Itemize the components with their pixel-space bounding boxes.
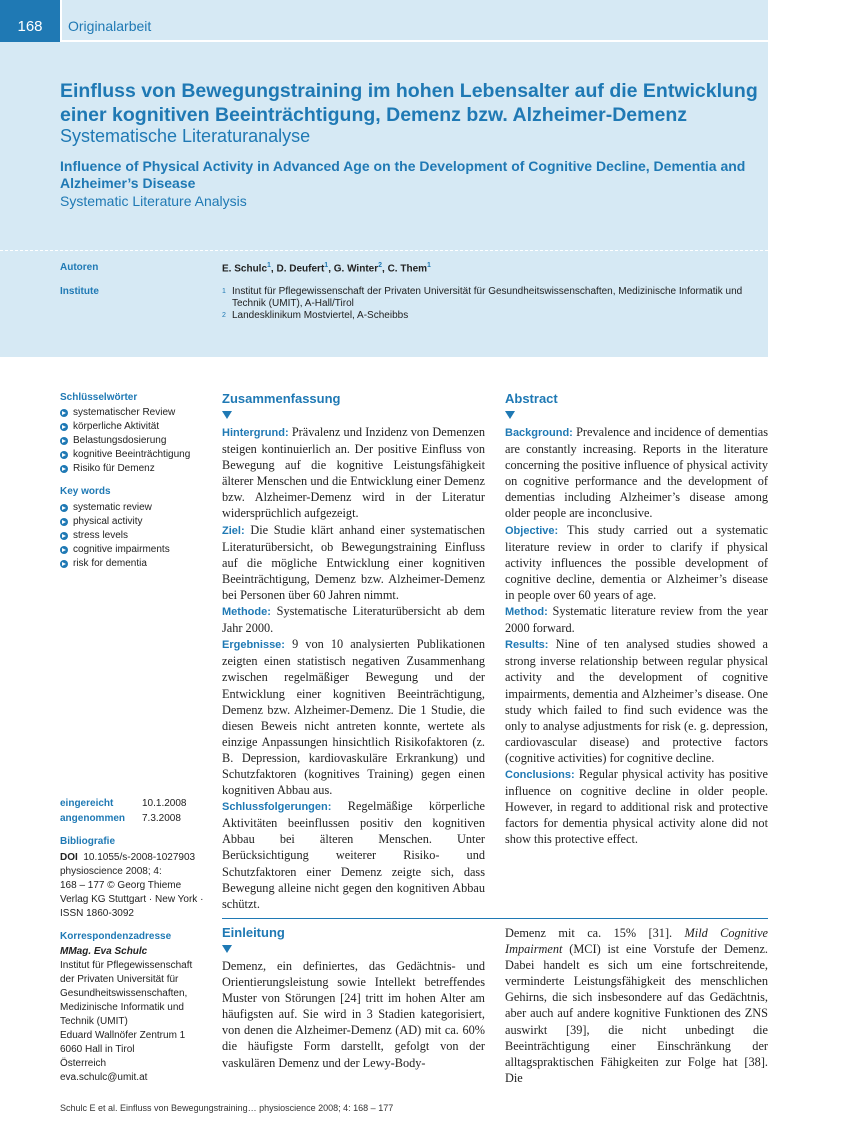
bibliography-label: Bibliografie bbox=[60, 836, 116, 847]
abstract-body bbox=[505, 424, 768, 847]
page-number: 168 bbox=[0, 0, 60, 52]
article-subtitle-en: Systematic Literature Analysis bbox=[60, 193, 247, 209]
author: E. Schulc bbox=[222, 263, 268, 275]
page-footer: Schulc E et al. Einfluss von Bewegungstraining… physioscience 2008; 4: 168 – 177 bbox=[60, 1103, 394, 1113]
institute-item: 2 Landesklinikum Mostviertel, A-Scheibbs bbox=[222, 310, 409, 321]
author: C. Them bbox=[387, 263, 428, 275]
author-list: E. Schulc$^1$, D. Deufert$^1$, G. Winter$^2$, C. Them$^1$ bbox=[222, 262, 431, 275]
bullet-icon bbox=[60, 423, 68, 431]
einleitung-heading: Einleitung bbox=[222, 925, 285, 940]
abstract-section: Ergebnisse: 9 von 10 analysierten Publikationen zeigten einen statistisch negativen Zusammenhang zwischen regelmäßiger Bewegung und der Entwicklung einer kognitiven Beeinträchtigung, Demenz bzw. Alzheimer-Demenz. Die 1 Studie, die diesen Beweis nicht antreten konnte, wertete als einzige Anpassungen hinsichtlich Risikofaktoren (z. B. Depression, kardiovaskuläre Erkrankung) und Schutzfaktoren (kognitives Training) gegen einen kognitiven Abbau aus. bbox=[222, 637, 486, 798]
article-subtitle-de: Systematische Literaturanalyse bbox=[60, 126, 311, 146]
email-link[interactable]: eva.schulc@umit.at bbox=[60, 1072, 148, 1083]
bullet-icon bbox=[60, 532, 68, 540]
zusammenfassung-body bbox=[222, 424, 485, 912]
abstract-section: Methode: Systematische Literaturübersicht ab dem Jahr 2000. bbox=[222, 604, 485, 636]
keywords-en-list bbox=[60, 501, 170, 571]
abstract-section: Background: Prevalence and incidence of dementias are constantly increasing. Reports in the literature concerning the positive influence of physical activity on cognitive performance and the development of dementias including Alzheimer’s disease among older people are inconclusive. bbox=[505, 425, 768, 521]
abstract-section: Schlussfolgerungen: Regelmäßige körperliche Aktivitäten beeinflussen positiv den kognitiven Abbau bei älteren Menschen. Unter Berücksichtigung weiterer Risiko- und Schutzfaktoren einer Demenz zeigte sich, dass Bewegung alleine nicht gegen den kognitiven Abbau schützt. bbox=[222, 799, 485, 911]
keyword-item: cognitive impairments bbox=[60, 543, 170, 557]
correspondence-label: Korrespondenzadresse bbox=[60, 931, 172, 942]
keyword-item: kognitive Beeinträchtigung bbox=[60, 448, 190, 462]
section-divider bbox=[222, 918, 768, 919]
section-label: Originalarbeit bbox=[68, 18, 152, 34]
abstract-section: Hintergrund: Prävalenz und Inzidenz von Demenzen steigen kontinuierlich an. Der positive Einfluss von Bewegung auf die kognitive Leistungsfähigkeit älterer Menschen und die Entwicklung einer Demenz bzw. Alzheimer-Demenz wird in der Literatur widersprüchlich aufgezeigt. bbox=[222, 425, 486, 521]
abstract-section: Ziel: Die Studie klärt anhand einer systematischen Literaturübersicht, ob Bewegungstraining Einfluss auf die mögliche Entwicklung einer kognitiven Beeinträchtigung, Demenz bzw. Alzheimer-Demenz bei Personen über 60 Jahren nimmt. bbox=[222, 522, 485, 602]
bullet-icon bbox=[60, 504, 68, 512]
author: D. Deufert bbox=[276, 263, 325, 275]
accepted-label: angenommen bbox=[60, 813, 126, 824]
triangle-down-icon bbox=[222, 945, 232, 953]
keyword-item: Risiko für Demenz bbox=[60, 462, 190, 476]
received-date: 10.1.2008 bbox=[142, 798, 187, 809]
keyword-item: stress levels bbox=[60, 529, 170, 543]
doi-line: DOI 10.1055/s-2008-1027903 bbox=[60, 852, 196, 863]
abstract-heading: Abstract bbox=[505, 391, 558, 406]
keywords-en-label: Key words bbox=[60, 486, 111, 497]
keyword-item: körperliche Aktivität bbox=[60, 420, 190, 434]
bullet-icon bbox=[60, 518, 68, 526]
bibliography-block: DOI 10.1055/s-2008-1027903 physioscience 2008; 4: 168 – 177 © Georg Thieme Verlag KG Stuttgart · New York · ISSN 1860-3092 bbox=[60, 851, 210, 921]
abstract-section: Conclusions: Regular physical activity has positive influence on cognitive decline in older people. However, in regard to additional risk and protective factors for dementia physical activity alone did not show this protective effect. bbox=[505, 766, 768, 847]
abstract-section: Results: Nine of ten analysed studies showed a strong inverse relationship between regular physical activity and the development of cognitive impairments, dementia and Alzheimer’s disease. One study which failed to find such evidence was the only to analyse adjustments for risk (e. g. depression, cardiovascular disease) and protective factors (cognitive activities) for cognitive decline. bbox=[505, 637, 769, 765]
bullet-icon bbox=[60, 546, 68, 554]
keyword-item: physical activity bbox=[60, 515, 170, 529]
bullet-icon bbox=[60, 560, 68, 568]
article-title-en: Influence of Physical Activity in Advanced Age on the Development of Cognitive Decline, Dementia and Alzheimer’s Disease bbox=[60, 158, 746, 191]
correspondence-block: MMag. Eva Schulc Institut für Pflegewissenschaft der Privaten Universität für Gesundheitswissenschaften, Medizinische Informatik und Technik (UMIT) Eduard Wallnöfer Zentrum 1 6060 Hall in Tirol Österreich eva.schulc@umit.at bbox=[60, 945, 215, 1085]
einleitung-col1: Demenz, ein definiertes, das Gedächtnis- und Orientierungsleistung sowie Intellekt betreffendes Muster von Störungen [24] tritt im hohen Alter am häufigsten auf. Sie wird in 3 Stadien kategorisiert, von denen die Alzheimer-Demenz (AD) mit ca. 60% die häufigste Form darstellt, gefolgt von der vaskulären Demenz und der Lewy-Body- bbox=[222, 959, 485, 1070]
institutes-label: Institute bbox=[60, 286, 99, 297]
article-title-de: Einfluss von Bewegungstraining im hohen Lebensalter auf die Entwicklung einer kognitiven Beeinträchtigung, Demenz bzw. Alzheimer-Demenz bbox=[60, 80, 758, 126]
authors-label: Autoren bbox=[60, 262, 99, 273]
bullet-icon bbox=[60, 465, 68, 473]
keywords-de-label: Schlüsselwörter bbox=[60, 392, 138, 403]
institute-item: 1 Institut für Pflegewissenschaft der Privaten Universität für Gesundheitswissenschaften, Medizinische Informatik und Technik (UMIT), A-Hall/Tirol bbox=[222, 286, 743, 309]
keywords-de-list bbox=[60, 406, 190, 476]
header-band bbox=[62, 0, 768, 42]
bullet-icon bbox=[60, 409, 68, 417]
abstract-section: Objective: This study carried out a systematic literature review in order to clarify if physical activity influences the possible development of cognitive decline, dementia or Alzheimer’s disease in people over 60 years of age. bbox=[505, 522, 769, 602]
triangle-down-icon bbox=[505, 411, 515, 419]
bullet-icon bbox=[60, 451, 68, 459]
institute-list bbox=[222, 286, 752, 322]
keyword-item: risk for dementia bbox=[60, 557, 170, 571]
keyword-item: systematic review bbox=[60, 501, 170, 515]
bullet-icon bbox=[60, 437, 68, 445]
triangle-down-icon bbox=[222, 411, 232, 419]
keyword-item: systematischer Review bbox=[60, 406, 190, 420]
accepted-date: 7.3.2008 bbox=[142, 813, 181, 824]
abstract-section: Method: Systematic literature review from the year 2000 forward. bbox=[505, 604, 768, 636]
zusammenfassung-heading: Zusammenfassung bbox=[222, 391, 341, 406]
received-label: eingereicht bbox=[60, 798, 114, 809]
einleitung-col2: Demenz mit ca. 15% [31]. Mild Cognitive Impairment (MCI) ist eine Vorstufe der Demenz. Dabei handelt es sich um eine fortschreitende, verminderte Leistungsfähigkeit des menschlichen Gehirns, die sich insbesondere auf das Gedächtnis, aber auch auf andere kognitive Funktionen des ZNS auswirkt [39], die nicht unbedingt die Beeinträchtigung einer Einschränkung der alltagspraktischen Fähigkeiten zur Folge hat [38]. Die bbox=[505, 926, 768, 1085]
keyword-item: Belastungsdosierung bbox=[60, 434, 190, 448]
author: G. Winter bbox=[333, 263, 379, 275]
correspondence-name: MMag. Eva Schulc bbox=[60, 946, 148, 957]
